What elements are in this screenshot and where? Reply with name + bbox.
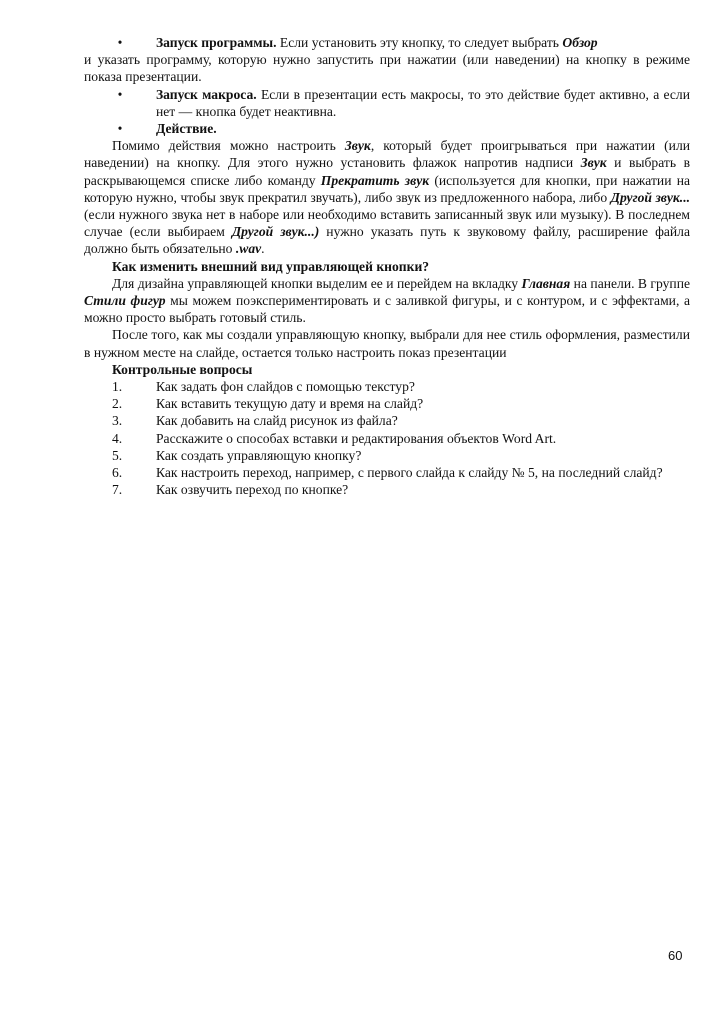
emphasis-term: Главная bbox=[521, 275, 571, 291]
question-text: Как настроить переход, например, с первого слайда к слайду № 5, на последний слайд? bbox=[156, 465, 663, 481]
emphasis-term: .wav bbox=[235, 241, 262, 257]
question-text: Как озвучить переход по кнопке? bbox=[156, 482, 349, 498]
emphasis-term: Звук bbox=[580, 155, 607, 171]
questions-list bbox=[84, 378, 690, 498]
bullet-title: Запуск макроса. bbox=[156, 86, 257, 102]
bullet-item-action bbox=[84, 120, 690, 137]
questions-heading: Контрольные вопросы bbox=[112, 361, 253, 377]
text-run: (используется для кнопки, при нажатии на которую нужно, чтобы звук прекратил звучать), либо звук из предложенного набора, либо bbox=[84, 172, 691, 205]
bullet-item-run-macro bbox=[84, 86, 690, 120]
text-run: , который будет проигрываться при нажатии (или наведении) на кнопку. Для этого нужно установить флажок напротив надписи bbox=[84, 138, 690, 171]
question-text: Как создать управляющую кнопку? bbox=[156, 447, 362, 463]
bullet-continuation: и указать программу, которую нужно запустить при нажатии (или наведении) на кнопку в режиме показа презентации. bbox=[84, 52, 690, 85]
question-number: 5. bbox=[112, 447, 123, 463]
paragraph-sound bbox=[84, 137, 690, 257]
question-item bbox=[84, 378, 690, 395]
document-body bbox=[84, 34, 690, 498]
question-number: 2. bbox=[112, 396, 123, 412]
text-run: . bbox=[261, 241, 265, 257]
text-run: Помимо действия можно настроить bbox=[112, 138, 345, 154]
page-number: 60 bbox=[668, 948, 683, 963]
text-run: мы можем поэкспериментировать и с заливкой фигуры, и с контуром, и с эффектами, а можно просто выбрать готовый стиль. bbox=[84, 293, 690, 326]
bullet-item-run-program bbox=[84, 34, 690, 51]
question-item bbox=[84, 395, 690, 412]
paragraph-design bbox=[84, 275, 690, 327]
question-text: Расскажите о способах вставки и редактирования объектов Word Art. bbox=[156, 430, 557, 446]
bullet-title: Запуск программы. bbox=[156, 35, 277, 50]
question-item bbox=[84, 464, 690, 481]
bullet-icon: • bbox=[117, 86, 123, 102]
question-item bbox=[84, 481, 690, 498]
emphasis-term: Другой звук...) bbox=[231, 224, 320, 240]
question-number: 3. bbox=[112, 413, 123, 429]
text-run: (если нужного звука нет в наборе или необходимо вставить записанный звук или музыку). В последнем случае (если выбираем bbox=[84, 207, 690, 240]
emphasis-term: Обзор bbox=[562, 35, 598, 50]
emphasis-term: Другой звук... bbox=[610, 189, 690, 205]
text-run: Если установить эту кнопку, то следует выбрать bbox=[276, 35, 563, 50]
bullet-text bbox=[156, 34, 690, 51]
emphasis-term: Стили фигур bbox=[84, 293, 166, 309]
bullet-icon: • bbox=[117, 35, 123, 50]
question-item bbox=[84, 412, 690, 429]
text-run: и выбрать в раскрывающемся списке либо команду bbox=[84, 155, 690, 188]
bullet-text bbox=[156, 86, 690, 120]
emphasis-term: Звук bbox=[344, 138, 371, 154]
question-number: 4. bbox=[112, 430, 123, 446]
paragraph-conclusion: После того, как мы создали управляющую кнопку, выбрали для нее стиль оформления, разместили в нужном месте на слайде, остается только настроить показ презентации bbox=[84, 327, 690, 360]
bullet-icon: • bbox=[117, 121, 123, 137]
text-run: на панели. В группе bbox=[570, 275, 691, 291]
text-run: Если в презентации есть макросы, то это действие будет активно, а если нет — кнопка будет неактивна. bbox=[156, 86, 690, 119]
question-text: Как вставить текущую дату и время на слайд? bbox=[156, 396, 424, 412]
emphasis-term: Прекратить звук bbox=[320, 172, 430, 188]
section-heading: Как изменить внешний вид управляющей кнопки? bbox=[112, 258, 430, 274]
question-number: 1. bbox=[112, 379, 123, 395]
text-run: нужно указать путь к звуковому файлу, расширение файла должно быть обязательно bbox=[84, 224, 690, 257]
question-text: Как задать фон слайдов с помощью текстур? bbox=[156, 379, 415, 395]
bullet-text bbox=[156, 120, 690, 137]
question-item bbox=[84, 447, 690, 464]
question-item bbox=[84, 430, 690, 447]
question-text: Как добавить на слайд рисунок из файла? bbox=[156, 413, 398, 429]
text-run: Для дизайна управляющей кнопки выделим ее и перейдем на вкладку bbox=[112, 275, 522, 291]
bullet-title: Действие. bbox=[156, 121, 217, 137]
question-number: 7. bbox=[112, 482, 123, 498]
question-number: 6. bbox=[112, 465, 123, 481]
